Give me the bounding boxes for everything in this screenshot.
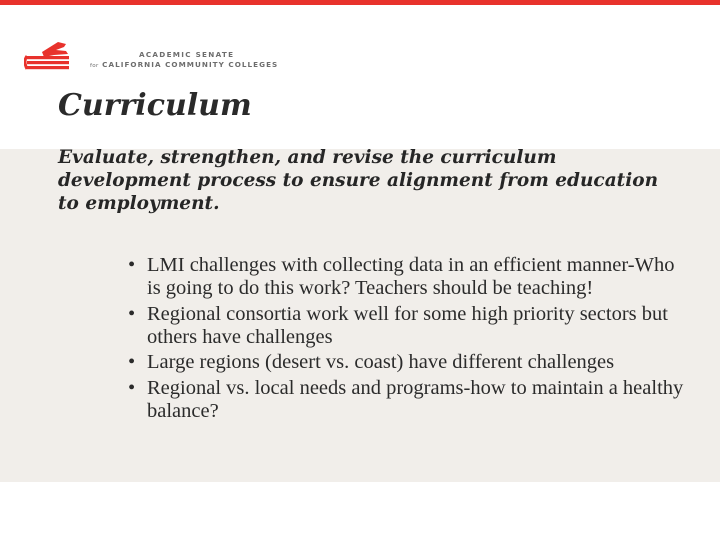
bullet-text: LMI challenges with collecting data in an efficient manner-Who is going to do this work? Teachers should be teaching! — [147, 254, 675, 299]
bullet-item — [128, 303, 688, 349]
org-name-line1: ACADEMIC SENATE — [139, 50, 235, 59]
slide-subtitle: Evaluate, strengthen, and revise the curriculum development process to ensure alignment from education to employment. — [58, 147, 659, 214]
bullet-text: Regional consortia work well for some high priority sectors but others have challenges — [147, 302, 668, 348]
bullet-text: Regional vs. local needs and programs-how to maintain a healthy balance? — [147, 376, 684, 422]
slide-title: Curriculum — [58, 88, 252, 123]
org-name-line2 — [90, 60, 278, 71]
org-name-main: CALIFORNIA COMMUNITY COLLEGES — [102, 60, 279, 69]
academic-senate-logo — [24, 38, 74, 72]
bullet-text: Large regions (desert vs. coast) have different challenges — [147, 351, 615, 373]
org-name-prefix: for — [90, 63, 99, 69]
bullet-dot-icon: • — [128, 302, 136, 325]
bullet-item — [128, 351, 688, 374]
bullet-item — [128, 254, 688, 300]
bullet-item — [128, 377, 688, 423]
organization-name — [90, 50, 278, 71]
bullet-dot-icon: • — [128, 254, 136, 276]
bullet-dot-icon: • — [128, 351, 136, 373]
bullet-list — [128, 254, 688, 425]
top-accent-bar — [0, 0, 720, 5]
bullet-dot-icon: • — [128, 376, 136, 399]
